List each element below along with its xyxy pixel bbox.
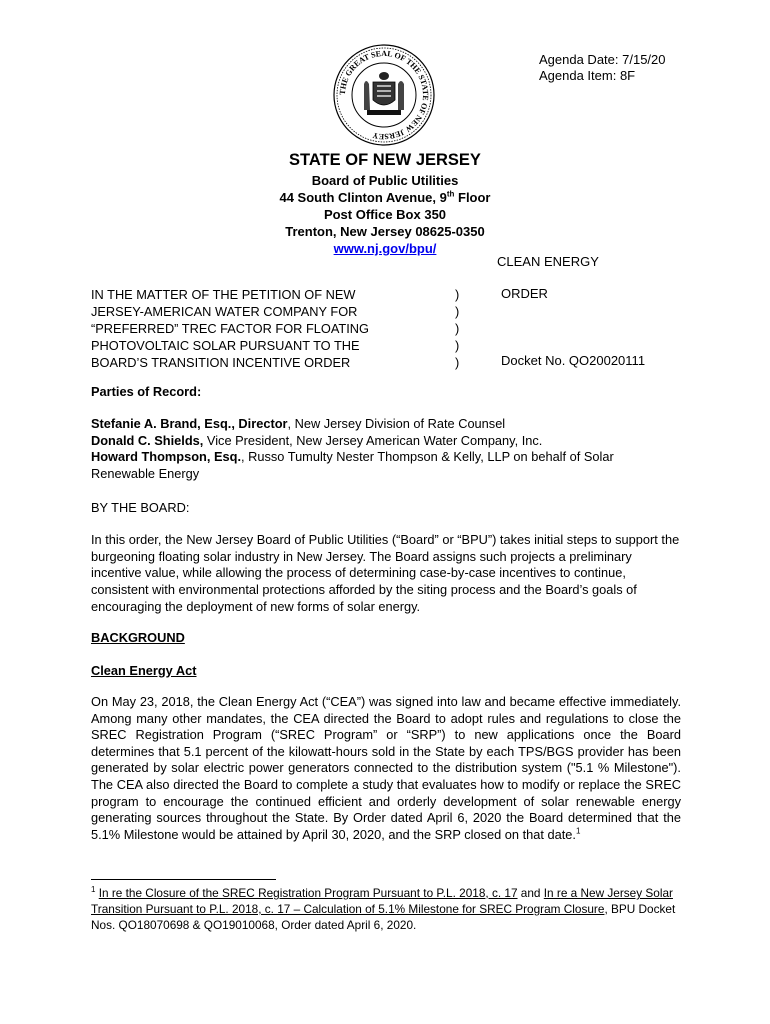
po-box: Post Office Box 350 <box>323 207 447 222</box>
party-nj-american-water: Donald C. Shields, Vice President, New Jersey American Water Company, Inc. <box>91 432 543 448</box>
party-rate-counsel: Stefanie A. Brand, Esq., Director, New Jersey Division of Rate Counsel <box>91 416 506 431</box>
state-seal <box>333 44 435 146</box>
street-address: 44 South Clinton Avenue, 9th Floor <box>279 189 491 205</box>
seal-text: THE GREAT SEAL OF THE STATE OF NEW JERSEY <box>337 48 431 142</box>
order-category: CLEAN ENERGY <box>497 254 599 269</box>
docket-number: Docket No. QO20020111 <box>501 353 646 368</box>
caption-line: PHOTOVOLTAIC SOLAR PURSUANT TO THE <box>91 338 360 353</box>
board-name: Board of Public Utilities <box>311 173 459 188</box>
footnote-divider <box>91 879 276 880</box>
caption-parentheses: ) ) ) ) ) <box>455 287 460 370</box>
cea-paragraph: On May 23, 2018, the Clean Energy Act (“CEA”) was signed into law and became effective immediately. Among many other mandates, the CEA directed the Board to adopt rules and regulations to close the SREC Registration Program (“SREC Program” or “SRP”) to new applications once the Board determines that 5.1 percent of the kilowatt-hours sold in the State by each TPS/BGS provider has been generated by solar electric power generators connected to the distribution system ("5.1 % Milestone"). The CEA also directed the Board to complete a study that evaluates how to modify or replace the SREC program to encourage the continued efficient and orderly development of solar renewable energy generating sources throughout the State. By Order dated April 6, 2020 the Board determined that the 5.1% Milestone would be attained by April 30, 2020, and the SRP closed on that date.$^1$ <box>91 694 681 842</box>
city-line: Trenton, New Jersey 08625-0350 <box>285 224 485 239</box>
by-the-board: BY THE BOARD: <box>91 500 190 515</box>
letterhead <box>0 148 770 257</box>
case-caption <box>91 286 369 371</box>
agenda-item: Agenda Item: 8F <box>539 68 636 83</box>
footnote-mark: 1 <box>91 885 96 895</box>
clean-energy-act-heading: Clean Energy Act <box>91 663 197 678</box>
footnote: $^1$ In re the Closure of the SREC Registration Program Pursuant to P.L. 2018, c. 17 and In re a New Jersey Solar Transition Pursuant to P.L. 2018, c. 17 – Calculation of 5.1% Milestone for SREC Program Closure, BPU Docket Nos. QO18070698 & QO19010068, Order dated April 6, 2020. <box>91 885 676 932</box>
bpu-website-link[interactable]: www.nj.gov/bpu/ <box>333 241 437 256</box>
caption-line: JERSEY-AMERICAN WATER COMPANY FOR <box>91 304 358 319</box>
footnote-citation-2: In re a New Jersey Solar Transition Pursuant to P.L. 2018, c. 17 – Calculation of 5.1% Milestone for SREC Program Closure <box>91 886 673 916</box>
order-label: ORDER <box>501 286 548 301</box>
agenda-date: Agenda Date: 7/15/20 <box>539 52 666 67</box>
background-heading: BACKGROUND <box>91 630 185 645</box>
caption-line: “PREFERRED” TREC FACTOR FOR FLOATING <box>91 321 369 336</box>
agenda-block <box>539 52 666 84</box>
state-title: STATE OF NEW JERSEY <box>289 151 481 169</box>
footnote-reference[interactable]: 1 <box>575 826 581 836</box>
party-solar-renewable: Howard Thompson, Esq., Russo Tumulty Nester Thompson & Kelly, LLP on behalf of Solar Renewable Energy <box>91 449 614 481</box>
intro-paragraph: In this order, the New Jersey Board of Public Utilities (“Board” or “BPU”) takes initial steps to support the burgeoning floating solar industry in New Jersey. The Board assigns such projects a preliminary incentive value, while allowing the process of determining case-by-case incentives to continue, consistent with environmental protections afforded by the siting process and the Board’s goals of encouraging the deployment of new forms of solar energy. <box>91 532 680 614</box>
parties-list <box>91 416 681 482</box>
caption-line: IN THE MATTER OF THE PETITION OF NEW <box>91 287 356 302</box>
caption-line: BOARD’S TRANSITION INCENTIVE ORDER <box>91 355 351 370</box>
parties-heading: Parties of Record: <box>91 384 202 399</box>
footnote-citation-1: In re the Closure of the SREC Registration Program Pursuant to P.L. 2018, c. 17 <box>98 886 518 900</box>
